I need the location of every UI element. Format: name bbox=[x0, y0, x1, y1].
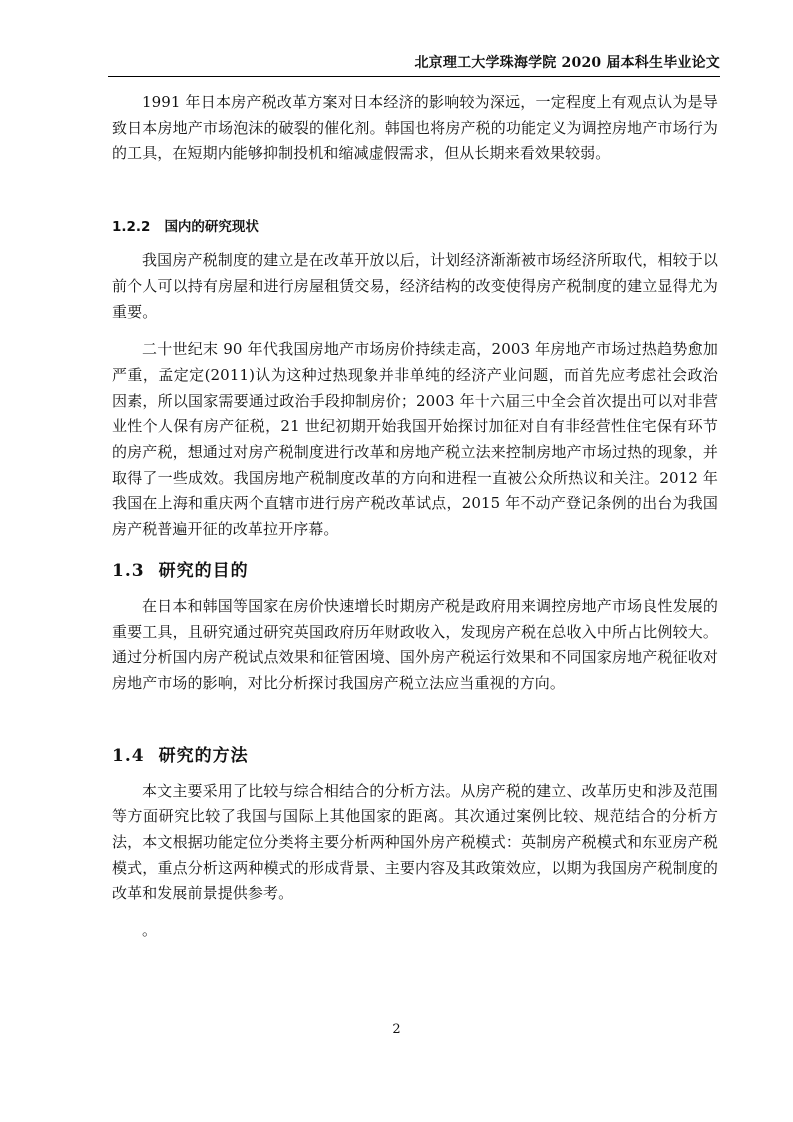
paragraph-japan-korea: 1991 年日本房产税改革方案对日本经济的影响较为深远，一定程度上有观点认为是导致日本房地产市场泡沫的破裂的催化剂。韩国也将房产税的功能定义为调控房地产市场行为的工具，在短期内能够抑制投机和缩减虚假需求，但从长期来看效果较弱。 bbox=[112, 93, 718, 163]
paragraph-purpose: 在日本和韩国等国家在房价快速增长时期房产税是政府用来调控房地产市场良性发展的重要工具，且研究通过研究英国政府历年财政收入，发现房产税在总收入中所占比例较大。通过分析国内房产税试点效果和征管困境、国外房产税运行效果和不同国家房地产税征收对房地产市场的影响，对比分析探讨我国房产税立法应当重视的方向。 bbox=[112, 596, 718, 692]
heading-1-4 bbox=[112, 741, 718, 766]
paragraph-domestic-intro: 我国房产税制度的建立是在改革开放以后，计划经济渐渐被市场经济所取代，相较于以前个人可以持有房屋和进行房屋租赁交易，经济结构的改变使得房产税制度的建立显得尤为重要。 bbox=[112, 251, 718, 321]
heading-1-2-2-title: 国内的研究现状 bbox=[164, 219, 259, 236]
page-body bbox=[112, 90, 718, 940]
heading-1-3 bbox=[112, 556, 718, 581]
heading-1-2-2-number: 1.2.2 bbox=[112, 219, 151, 236]
page-number: 2 bbox=[392, 1022, 401, 1037]
running-header: 北京理工大学珠海学院 2020 届本科生毕业论文 bbox=[414, 55, 720, 71]
heading-1-2-2 bbox=[112, 215, 718, 235]
heading-1-3-number: 1.3 bbox=[112, 560, 145, 581]
trailing-punctuation: 。 bbox=[142, 921, 158, 940]
heading-1-3-title: 研究的目的 bbox=[158, 560, 249, 581]
heading-1-4-title: 研究的方法 bbox=[158, 745, 249, 766]
paragraph-method: 本文主要采用了比较与综合相结合的分析方法。从房产税的建立、改革历史和涉及范围等方面研究比较了我国与国际上其他国家的距离。其次通过案例比较、规范结合的分析方法，本文根据功能定位分类将主要分析两种国外房产税模式：英制房产税模式和东亚房产税模式，重点分析这两种模式的形成背景、主要内容及其政策效应，以期为我国房产税制度的改革和发展前景提供参考。 bbox=[112, 781, 718, 903]
heading-1-4-number: 1.4 bbox=[112, 745, 145, 766]
paragraph-domestic-history: 二十世纪末 90 年代我国房地产市场房价持续走高，2003 年房地产市场过热趋势愈加严重，孟定定(2011)认为这种过热现象并非单纯的经济产业问题，而首先应考虑社会政治因素，所以国家需要通过政治手段抑制房价；2003 年十六届三中全会首次提出可以对非营业性个人保有房产征税，21 世纪初期开始我国开始探讨加征对自有非经营性住宅保有环节的房产税，想通过对房产税制度进行改革和房地产税立法来控制房地产市场过热的现象，并取得了一些成效。我国房地产税制度改革的方向和进程一直被公众所热议和关注。2012 年我国在上海和重庆两个直辖市进行房产税改革试点，2015 年不动产登记条例的出台为我国房产税普遍开征的改革拉开序幕。 bbox=[112, 340, 718, 539]
header-rule bbox=[108, 76, 720, 77]
